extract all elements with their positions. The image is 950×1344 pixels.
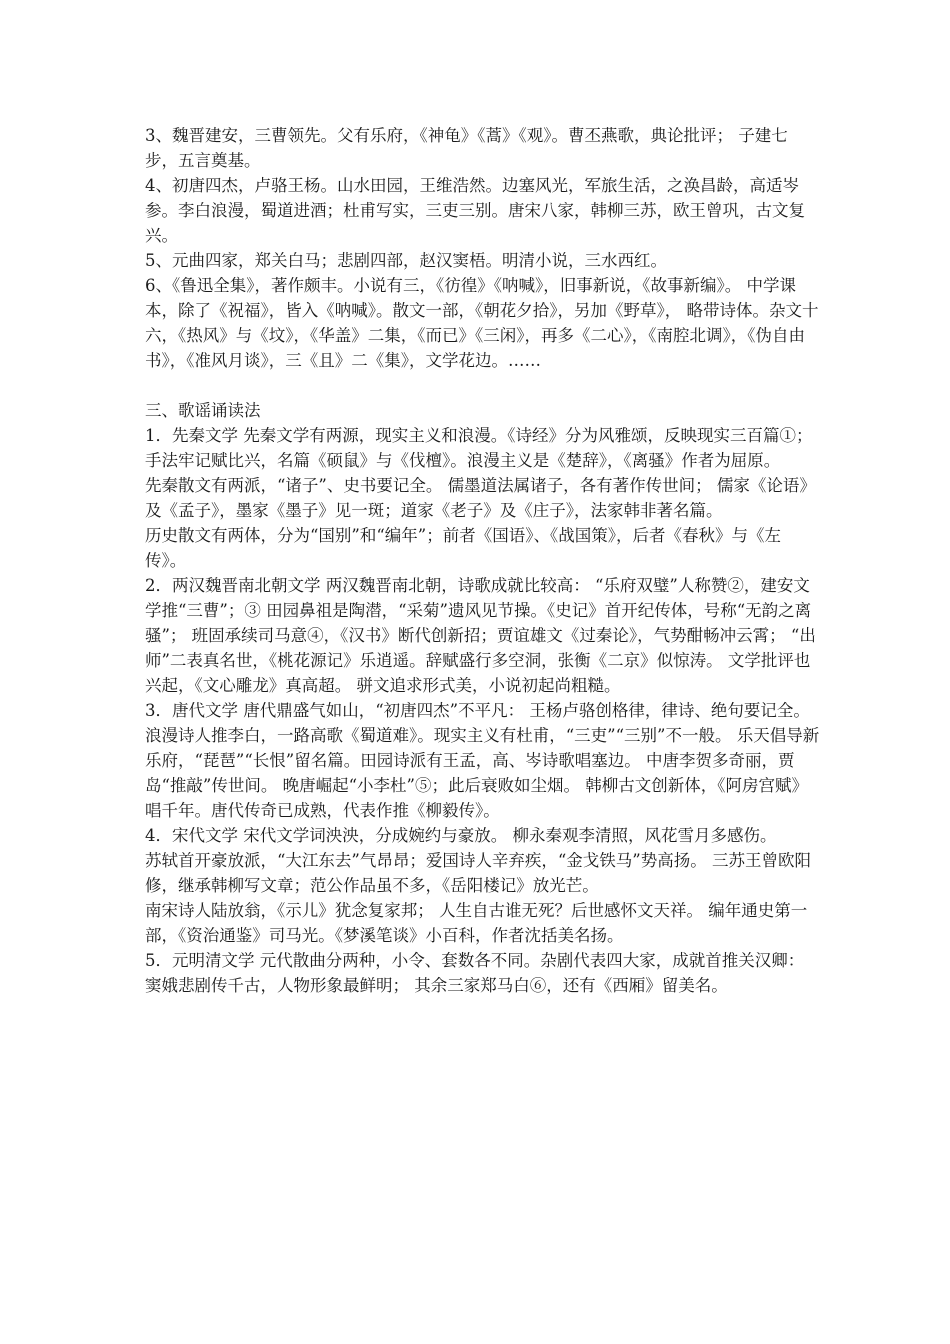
paragraph-yuan-ming-qing-literature: 5．元明清文学 元代散曲分两种，小令、套数各不同。杂剧代表四大家，成就首推关汉卿： bbox=[145, 951, 805, 970]
paragraph-tang-poets: 4、初唐四杰，卢骆王杨。山水田园，王维浩然。边塞风光，军旅生活，之涣昌龄，高适岑参。李白浪漫，蜀道进酒；杜甫写实，三吏三别。唐宋八家，韩柳三苏，欧王曾巩，古文复兴。 bbox=[145, 176, 805, 245]
paragraph-tang-literature: 3．唐代文学 唐代鼎盛气如山，“初唐四杰”不平凡： 王杨卢骆创格律，律诗、绝句要记全。 浪漫诗人推李白，一路高歌《蜀道难》。现实主义有杜甫，“三吏”“三别”不一般。 乐天倡导新乐府，“琵琶”“长恨”留名篇。田园诗派有王孟，高、岑诗歌唱塞边。 中唐李贺多奇丽，贾岛“推敲”传世间。 晚唐崛起“小李杜”⑤；此后衰败如尘烟。 韩柳古文创新体，《阿房宫赋》唱千年。唐代传奇已成熟，代表作推《柳毅传》。 bbox=[145, 701, 820, 820]
section-heading: 三、歌谣诵读法 bbox=[145, 401, 261, 420]
paragraph-lu-xun: 6、《鲁迅全集》，著作颇丰。小说有三，《彷徨》《呐喊》，旧事新说，《故事新编》。 中学课本，除了《祝福》，皆入《呐喊》。散文一部，《朝花夕拾》，另加《野草》， 略带诗体。杂文十六，《热风》与《坟》，《华盖》二集，《而已》《三闲》，再多《二心》，《南腔北调》，《伪自由书》，《准风月谈》，三《且》二《集》，文学花边。…… bbox=[145, 276, 819, 370]
paragraph-southern-song: 南宋诗人陆放翁，《示儿》犹念复家邦； 人生自古谁无死？后世感怀文天祥。 编年通史第一部，《资治通鉴》司马光。《梦溪笔谈》小百科，作者沈括美名扬。 bbox=[145, 901, 808, 945]
paragraph-song-literature: 4．宋代文学 宋代文学词泱泱，分成婉约与豪放。 柳永秦观李清照，风花雪月多感伤。 bbox=[145, 826, 777, 845]
paragraph-pre-qin-literature: 1．先秦文学 先秦文学有两源，现实主义和浪漫。《诗经》分为风雅颂，反映现实三百篇①； 手法牢记赋比兴，名篇《硕鼠》与《伐檀》。浪漫主义是《楚辞》，《离骚》作者为屈原。 bbox=[145, 426, 813, 470]
document-body bbox=[145, 123, 820, 998]
paragraph-han-wei-literature: 2．两汉魏晋南北朝文学 两汉魏晋南北朝，诗歌成就比较高： “乐府双璧”人称赞②，建安文学推“三曹”；③ 田园鼻祖是陶潜，“采菊”遗风见节操。《史记》首开纪传体，号称“无韵之离骚”； 班固承续司马意④，《汉书》断代创新招；贾谊雄文《过秦论》，气势酣畅冲云霄； “出师”二表真名世，《桃花源记》乐逍遥。辞赋盛行多空洞，张衡《二京》似惊涛。 文学批评也兴起，《文心雕龙》真高超。 骈文追求形式美，小说初起尚粗糙。 bbox=[145, 576, 816, 695]
paragraph-wei-jin: 3、魏晋建安，三曹领先。父有乐府，《神龟》《蒿》《观》。曹丕燕歌，典论批评； 子建七步，五言奠基。 bbox=[145, 126, 788, 170]
blank-line bbox=[145, 373, 820, 398]
paragraph-yuan-ming-qing: 5、元曲四家，郑关白马；悲剧四部，赵汉窦梧。明清小说，三水西红。 bbox=[145, 251, 667, 270]
paragraph-dou-e: 窦娥悲剧传千古，人物形象最鲜明； 其余三家郑马白⑥，还有《西厢》留美名。 bbox=[145, 976, 728, 995]
paragraph-su-shi: 苏轼首开豪放派，“大江东去”气昂昂；爱国诗人辛弃疾，“金戈铁马”势高扬。 三苏王曾欧阳修，继承韩柳写文章；范公作品虽不多，《岳阳楼记》放光芒。 bbox=[145, 851, 811, 895]
paragraph-historical-prose: 历史散文有两体，分为“国别”和“编年”；前者《国语》、《战国策》，后者《春秋》与《左传》。 bbox=[145, 526, 781, 570]
paragraph-pre-qin-prose: 先秦散文有两派，“诸子”、史书要记全。 儒墨道法属诸子，各有著作传世间； 儒家《论语》及《孟子》，墨家《墨子》见一斑；道家《老子》及《庄子》，法家韩非著名篇。 bbox=[145, 476, 816, 520]
